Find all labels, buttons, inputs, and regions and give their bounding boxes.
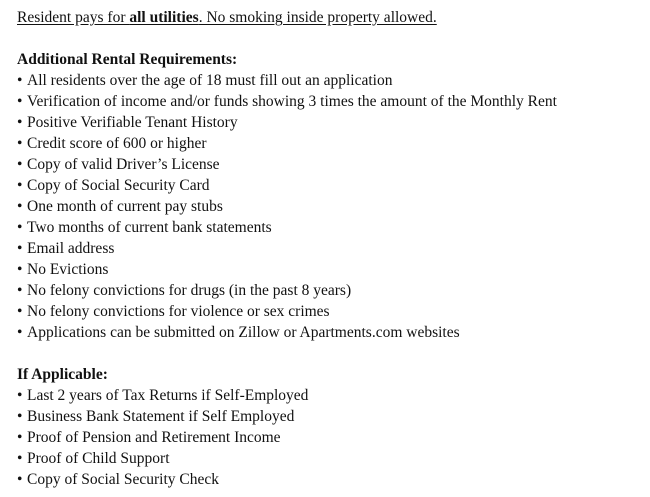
utilities-notice-suffix: . No smoking inside property allowed. [198, 9, 437, 26]
list-item-text: No felony convictions for violence or sex crimes [27, 303, 330, 320]
requirements-list [17, 70, 642, 343]
bullet-icon: • [17, 177, 23, 194]
bullet-icon: • [17, 93, 23, 110]
list-item-text: Positive Verifiable Tenant History [27, 114, 238, 131]
list-item [17, 91, 642, 112]
list-item [17, 385, 642, 406]
bullet-icon: • [17, 429, 23, 446]
list-item [17, 217, 642, 238]
bullet-icon: • [17, 282, 23, 299]
list-item [17, 175, 642, 196]
list-item [17, 133, 642, 154]
utilities-notice [17, 7, 642, 28]
list-item [17, 469, 642, 490]
requirements-heading: Additional Rental Requirements: [17, 51, 238, 68]
utilities-notice-prefix: Resident pays for [17, 9, 130, 26]
bullet-icon: • [17, 303, 23, 320]
bullet-icon: • [17, 72, 23, 89]
list-item-text: Proof of Child Support [27, 450, 170, 467]
list-item-text: All residents over the age of 18 must fill out an application [27, 72, 393, 89]
list-item [17, 196, 642, 217]
list-item-text: Two months of current bank statements [27, 219, 272, 236]
bullet-icon: • [17, 156, 23, 173]
list-item-text: Copy of Social Security Check [27, 471, 219, 488]
list-item [17, 406, 642, 427]
list-item [17, 280, 642, 301]
list-item-text: Business Bank Statement if Self Employed [27, 408, 295, 425]
list-item-text: No Evictions [27, 261, 109, 278]
list-item-text: Email address [27, 240, 115, 257]
bullet-icon: • [17, 219, 23, 236]
applicable-list [17, 385, 642, 490]
list-item-text: Applications can be submitted on Zillow or Apartments.com websites [27, 324, 460, 341]
list-item [17, 259, 642, 280]
list-item-text: Credit score of 600 or higher [27, 135, 207, 152]
list-item-text: Last 2 years of Tax Returns if Self-Employed [27, 387, 309, 404]
list-item [17, 154, 642, 175]
list-item [17, 301, 642, 322]
list-item-text: No felony convictions for drugs (in the past 8 years) [27, 282, 352, 299]
bullet-icon: • [17, 408, 23, 425]
spacer [17, 28, 642, 49]
list-item-text: Copy of Social Security Card [27, 177, 210, 194]
bullet-icon: • [17, 387, 23, 404]
list-item-text: One month of current pay stubs [27, 198, 223, 215]
bullet-icon: • [17, 198, 23, 215]
spacer [17, 343, 642, 364]
bullet-icon: • [17, 240, 23, 257]
bullet-icon: • [17, 114, 23, 131]
bullet-icon: • [17, 450, 23, 467]
rental-requirements-document [17, 7, 642, 490]
utilities-notice-bold: all utilities [129, 9, 199, 26]
list-item-text: Verification of income and/or funds showing 3 times the amount of the Monthly Rent [27, 93, 557, 110]
bullet-icon: • [17, 324, 23, 341]
bullet-icon: • [17, 135, 23, 152]
list-item-text: Copy of valid Driver’s License [27, 156, 220, 173]
bullet-icon: • [17, 261, 23, 278]
bullet-icon: • [17, 471, 23, 488]
list-item [17, 70, 642, 91]
list-item-text: Proof of Pension and Retirement Income [27, 429, 281, 446]
list-item [17, 322, 642, 343]
list-item [17, 427, 642, 448]
applicable-heading: If Applicable: [17, 366, 108, 383]
list-item [17, 238, 642, 259]
list-item [17, 112, 642, 133]
list-item [17, 448, 642, 469]
